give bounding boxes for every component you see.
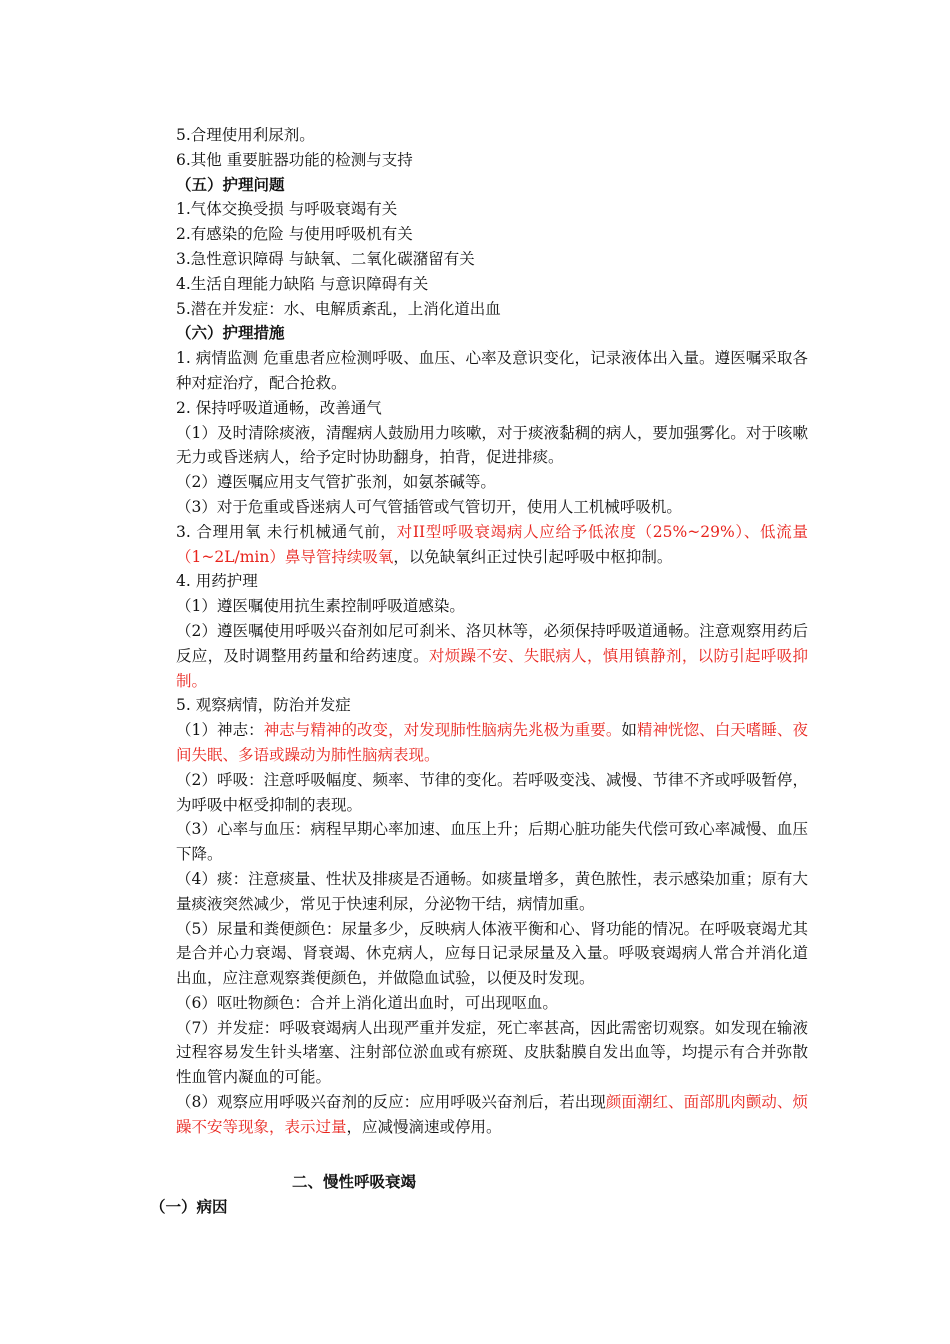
problem-3: 3.急性意识障碍 与缺氧、二氧化碳潴留有关	[176, 249, 475, 268]
observe-1-label: （1）神志：	[176, 721, 264, 740]
measure-5: 5. 观察病情，防治并发症	[176, 696, 351, 715]
observe-2: （2）呼吸：注意呼吸幅度、频率、节律的变化。若呼吸变浅、减慢、节律不齐或呼吸暂停，为呼吸中枢受抑制的表现。	[176, 770, 808, 814]
observe-8	[176, 1090, 808, 1140]
observe-3: （3）心率与血压：病程早期心率加速、血压上升；后期心脏功能失代偿可致心率减慢、血压下降。	[176, 820, 808, 864]
measure-1: 1. 病情监测 危重患者应检测呼吸、血压、心率及意识变化，记录液体出入量。遵医嘱采取各种对症治疗，配合抢救。	[176, 349, 808, 392]
measure-4-2-highlight: 对烦躁不安、失眠病人，慎用镇静剂，以防引起呼吸抑制。	[176, 646, 808, 690]
item-organ-support: 6.其他 重要脏器功能的检测与支持	[176, 150, 413, 169]
item-diuretic: 5.合理使用利尿剂。	[176, 126, 315, 144]
observe-8-tail: ，应减慢滴速或停用。	[346, 1117, 502, 1136]
observe-1-highlight-b: 精神恍惚、白天嗜睡、夜间失眠、多语或躁动为肺性脑病表现。	[176, 721, 808, 764]
heading-nursing-measures: （六）护理措施	[176, 323, 285, 343]
problem-4: 4.生活自理能力缺陷 与意识障碍有关	[176, 274, 429, 293]
measure-3-text: 3. 合理用氧 未行机械通气前，	[176, 522, 397, 541]
observe-8-highlight: 颜面潮红、面部肌肉颤动、烦躁不安等现象，表示过量	[176, 1093, 808, 1136]
observe-8-text: （8）观察应用呼吸兴奋剂的反应：应用呼吸兴奋剂后，若出现	[176, 1093, 606, 1112]
observe-1	[176, 718, 808, 768]
section-title-chronic-respiratory-failure: 二、慢性呼吸衰竭	[292, 1172, 417, 1191]
problem-2: 2.有感染的危险 与使用呼吸机有关	[176, 225, 413, 244]
measure-3-tail: ，以免缺氧纠正过快引起呼吸中枢抑制。	[393, 547, 673, 566]
measure-4-1: （1）遵医嘱使用抗生素控制呼吸道感染。	[176, 597, 465, 616]
subsection-etiology: （一）病因	[150, 1197, 228, 1216]
observe-6: （6）呕吐物颜色：合并上消化道出血时，可出现呕血。	[176, 993, 558, 1012]
measure-4-2-text: （2）遵医嘱使用呼吸兴奋剂如尼可刹米、洛贝林等，必须保持呼吸道通畅。注意观察用药后反应，及时调整用药量和给药速度。	[176, 621, 808, 665]
measure-4: 4. 用药护理	[176, 572, 258, 591]
observe-4: （4）痰：注意痰量、性状及排痰是否通畅。如痰量增多，黄色脓性，表示感染加重；原有大量痰液突然减少，常见于快速利尿，分泌物干结，病情加重。	[176, 869, 808, 913]
observe-5: （5）尿量和粪便颜色：尿量多少，反映病人体液平衡和心、肾功能的情况。在呼吸衰竭尤其是合并心力衰竭、肾衰竭、休克病人，应每日记录尿量及入量。呼吸衰竭病人常合并消化道出血，应注意观察粪便颜色，并做隐血试验，以便及时发现。	[176, 919, 808, 988]
observe-1-highlight-a: 神志与精神的改变，对发现肺性脑病先兆极为重要。	[263, 721, 622, 740]
measure-3-highlight: 对II型呼吸衰竭病人应给予低浓度（25%~29%）、低流量（1~2L/min）鼻导管持续吸氧	[176, 522, 808, 566]
observe-1-mid: 如	[621, 721, 637, 740]
problem-5: 5.潜在并发症：水、电解质紊乱，上消化道出血	[176, 299, 501, 318]
measure-2: 2. 保持呼吸道通畅，改善通气	[176, 398, 382, 417]
problem-1: 1.气体交换受损 与呼吸衰竭有关	[176, 200, 398, 219]
heading-nursing-problems: （五）护理问题	[176, 174, 285, 194]
measure-3	[176, 520, 808, 570]
observe-7: （7）并发症：呼吸衰竭病人出现严重并发症，死亡率甚高，因此需密切观察。如发现在输液过程容易发生针头堵塞、注射部位淤血或有瘀斑、皮肤黏膜自发出血等，均提示有合并弥散性血管内凝血的可能。	[176, 1018, 808, 1087]
measure-4-2	[176, 619, 808, 693]
measure-2-3: （3）对于危重或昏迷病人可气管插管或气管切开，使用人工机械呼吸机。	[176, 497, 682, 516]
measure-2-2: （2）遵医嘱应用支气管扩张剂，如氨茶碱等。	[176, 473, 496, 492]
document-body	[176, 123, 808, 1140]
measure-2-1: （1）及时清除痰液，清醒病人鼓励用力咳嗽，对于痰液黏稠的病人，要加强雾化。对于咳嗽无力或昏迷病人，给予定时协助翻身，拍背，促进排痰。	[176, 423, 808, 467]
